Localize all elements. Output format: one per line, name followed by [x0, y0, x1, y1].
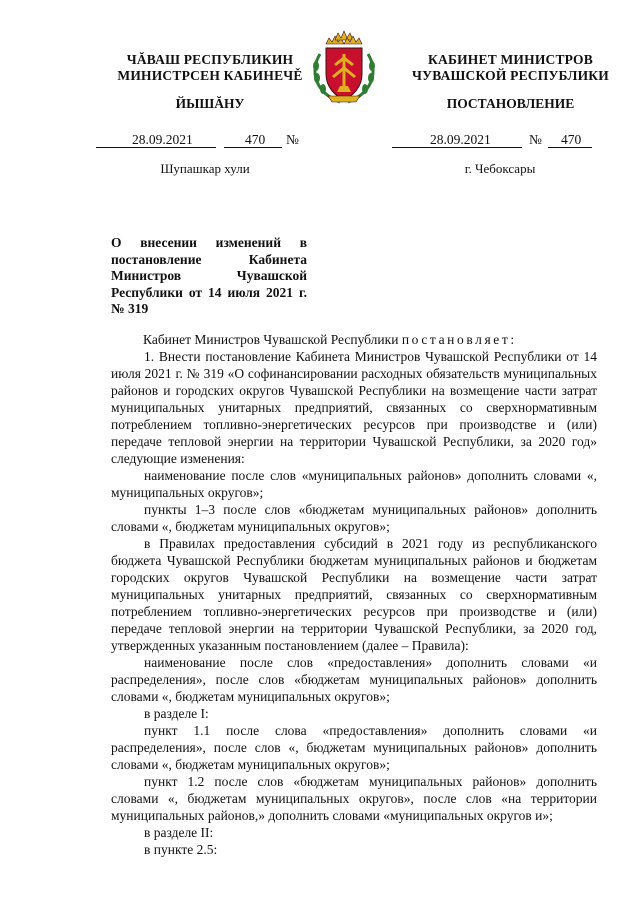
body-paragraph-6: в разделе I:	[144, 706, 209, 721]
header-left-number-sign: №	[286, 132, 299, 147]
header-right-date: 28.09.2021	[430, 132, 491, 147]
document-body	[111, 331, 597, 858]
body-paragraph-5: наименование после слов «предоставления» дополнить словами «и распределения», после слов «бюджетам муниципальных районов» дополнить словами «, бюджетам муниципальных округов»;	[111, 655, 597, 704]
chuvash-coat-of-arms-icon	[304, 30, 384, 106]
intro-paragraph	[111, 331, 597, 348]
intro-spaced-word: постановляет:	[401, 332, 517, 347]
intro-prefix: Кабинет Министров Чувашской Республики	[143, 332, 399, 347]
document-title: О внесении изменений в постановление Кабинета Министров Чувашской Республики от 14 июля 2021 г. № 319	[111, 235, 307, 316]
header-right-doc-type: ПОСТАНОВЛЕНИЕ	[446, 96, 575, 111]
body-paragraph-8: пункт 1.2 после слов «бюджетам муниципальных районов» дополнить словами «, бюджетам муниципальных округов», после слов «на территории муниципальных районов,» дополнить словами «муниципальных округов и»;	[111, 774, 597, 823]
header-right-line2: ЧУВАШСКОЙ РЕСПУБЛИКИ	[412, 68, 609, 83]
body-paragraph-4: в Правилах предоставления субсидий в 2021 году из республиканского бюджета Чувашской Республики бюджетам муниципальных районов и бюджетам городских округов Чувашской Республики на возмещение части затрат муниципальных унитарных предприятий, связанных со сверхнормативным потреблением топливно-энергетических ресурсов при производстве и (или) передаче тепловой энергии на территории Чувашской Республики, за 2020 год, утвержденных указанным постановлением (далее – Правила):	[111, 536, 597, 653]
header-left-date: 28.09.2021	[132, 132, 193, 147]
header-left-line1: ЧĂВАШ РЕСПУБЛИКИН	[126, 52, 294, 67]
body-paragraph-9: в разделе II:	[144, 825, 214, 840]
body-paragraph-10: в пункте 2.5:	[144, 842, 218, 857]
body-paragraph-3: пункты 1–3 после слов «бюджетам муниципальных районов» дополнить словами «, бюджетам муниципальных округов»;	[111, 502, 597, 534]
header-left-place: Шупашкар хули	[160, 161, 250, 176]
header-right-line1: КАБИНЕТ МИНИСТРОВ	[428, 52, 593, 67]
header-left-doc-type: ЙЫШĂНУ	[175, 96, 245, 111]
header-right-date-line	[392, 132, 602, 150]
body-paragraph-7: пункт 1.1 после слова «предоставления» дополнить словами «и распределения», после слов «, бюджетам муниципальных районов» дополнить словами «, бюджетам муниципальных округов»;	[111, 723, 597, 772]
header-left-line2: МИНИСТРСЕН КАБИНЕЧĚ	[117, 68, 303, 83]
header-left-date-line	[96, 132, 311, 150]
header-right-number: 470	[561, 132, 582, 147]
header-right-place: г. Чебоксары	[464, 161, 536, 176]
header-left-number: 470	[245, 132, 266, 147]
header-right-number-sign: №	[529, 132, 542, 147]
body-paragraph-1: 1. Внести постановление Кабинета Министров Чувашской Республики от 14 июля 2021 г. № 319 «О софинансировании расходных обязательств муниципальных районов и городских округов Чувашской Республики на возмещение части затрат муниципальных унитарных предприятий, связанных со сверхнормативным потреблением топливно-энергетических ресурсов при производстве и (или) передаче тепловой энергии на территории Чувашской Республики, за 2020 год» следующие изменения:	[111, 349, 597, 466]
body-paragraph-2: наименование после слов «муниципальных районов» дополнить словами «, муниципальных округов»;	[111, 468, 597, 500]
